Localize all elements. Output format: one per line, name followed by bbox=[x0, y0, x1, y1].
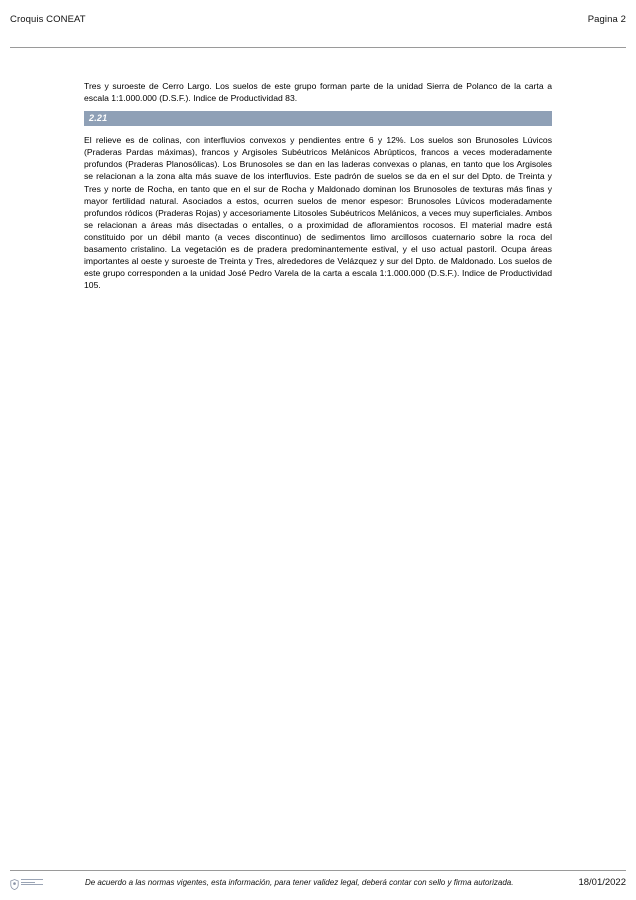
document-content bbox=[84, 80, 552, 297]
footer-date: 18/01/2022 bbox=[578, 876, 626, 888]
header-page-number: Pagina 2 bbox=[587, 14, 626, 25]
footer-legal-note: De acuerdo a las normas vigentes, esta información, para tener validez legal, deberá contar con sello y firma autorizada. bbox=[84, 877, 514, 887]
section-paragraph: El relieve es de colinas, con interfluvios convexos y pendientes entre 6 y 12%. Los suelos son Brunosoles Lúvicos (Praderas Pardas máximas), francos y Argisoles Subéutricos Melánicos Abrúpticos, francos a veces moderadamente profundos (Praderas Planosólicas). Los Brunosoles se dan en las laderas convexas o planas, en tanto que los Argisoles se relacionan a la zona alta más suave de los interfluvios. Este padrón de suelos se da en el sur del Dpto. de Treinta y Tres y norte de Rocha, en tanto que en el sur de Rocha y Maldonado dominan los Brunosoles de texturas más finas y mayor fertilidad natural. Asociados a estos, ocurren suelos de menor espesor: Brunosoles Lúvicos moderadamente profundos ródicos (Praderas Rojas) y accesoriamente Litosoles Subéutricos Melánicos, a veces muy superficiales. Ambos se relacionan a áreas más disectadas o entalles, o a proximidad de afloramientos rocosos. El material madre está constituido por un débil manto (a veces discontinuo) de sedimentos limo arcillosos cuaternario sobre la roca del basamento cristalino. La vegetación es de pradera predominantemente estival, y el uso actual pastoril. Ocupa áreas importantes al oeste y suroeste de Treinta y Tres, alrededores de Velázquez y sur del Dpto. de Maldonado. Los suelos de este grupo corresponden a la unidad José Pedro Varela de la carta a escala 1:1.000.000 (D.S.F.). Indice de Productividad 105. bbox=[84, 135, 552, 291]
footer-divider bbox=[10, 870, 626, 871]
logo-shield-icon bbox=[10, 877, 19, 888]
section-number-bar: 2.21 bbox=[84, 111, 552, 126]
header-title: Croquis CONEAT bbox=[10, 14, 86, 25]
header-divider bbox=[10, 47, 626, 48]
page-header bbox=[10, 14, 626, 34]
page-footer bbox=[10, 872, 626, 892]
intro-paragraph: Tres y suroeste de Cerro Largo. Los suelos de este grupo forman parte de la unidad Sierra de Polanco de la carta a escala 1:1.000.000 (D.S.F.). Indice de Productividad 83. bbox=[84, 81, 552, 104]
